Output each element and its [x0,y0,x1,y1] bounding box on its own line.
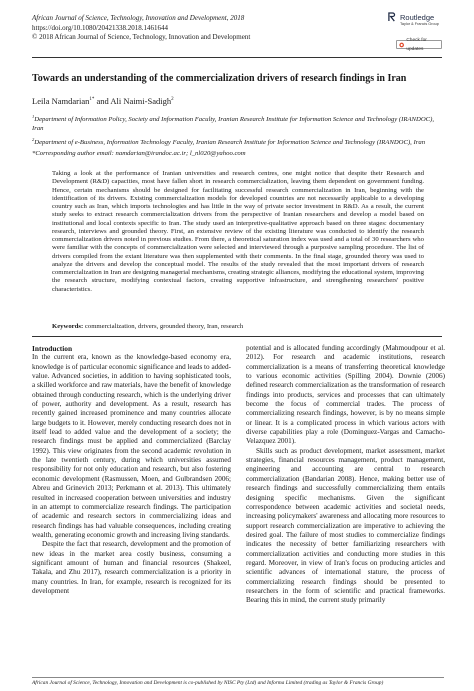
updates-label: Check for updates [406,37,427,52]
corresponding-author[interactable]: *Corresponding author email: namdarian@irandoc.ac.ir; l_nl020@yahoo.com [32,150,246,158]
routledge-mark-icon [388,12,397,22]
author-list [32,96,174,106]
header-divider [32,57,442,58]
author-and: and [94,96,111,106]
logo-subtitle: Taylor & Francis Group [400,22,439,26]
journal-header [32,14,362,43]
check-for-updates-button[interactable] [396,37,442,52]
section-heading-introduction: Introduction [32,344,73,353]
author-2[interactable]: Ali Naimi-Sadigh [110,96,172,106]
affiliation-2-text: Department of e-Business, Information Technology Faculty, Iranian Research Institute for Information Science and Technology (IRANDOC), Iran [34,139,426,147]
abstract-divider [32,336,442,337]
keywords-text: commercialization, drivers, grounded theory, Iran, research [83,323,244,330]
journal-name: African Journal of Science, Technology, Innovation and Development, 2018 [32,14,245,22]
publisher-logo [388,12,446,27]
affiliation-1 [32,113,444,133]
keywords-label: Keywords: [52,323,84,330]
abstract: Taking a look at the performance of Iranian universities and research centres, one might notice that despite their Research and Development (R&D) capacities, most have fallen short in research commercialization, leaving them dependent on government funding. Hence, certain mechanisms should be designed for facilitating successful research commercialization in Iran, beginning with the identification of its drivers. Existing commercialization models for developed countries are not necessarily applicable to a developing country such as Iran, which imports technologies and has little in the way of private sector investment in R&D. As a result, the current study seeks to extract research commercialization drivers from the perspective of Iranian researchers and develop a model based on institutional and local contexts specific to Iran. The study used an interpretive-qualitative approach based on three stages: documentary research, interviews and grounded theory. First, an extensive review of the existing literature was conducted to identify the research commercialization drivers noted in previous studies. From there, a theoretical saturation index was used and a total of 30 researchers who were familiar with the concepts of commercialization were selected and interviewed through a purposive sampling procedure. The list of drivers compiled from the extant literature was then supplemented with their comments. In the final stage, grounded theory was used to analyze the drivers and develop the conceptual model. The results of the study revealed that the most important drivers of research commercialization in Iran are designing managerial mechanisms, creating strategic alliances, modifying the educational system, improving the research structure, modifying contextual factors, creating supportive infrastructure, and strengthening researchers' positive characteristics. [52,170,424,293]
affiliation-1-text: Department of Information Policy, Society and Information Faculty, Iranian Research Institute for Information Science and Technology (IRANDOC), Iran [32,116,435,132]
paragraph: Despite the fact that research, development and the promotion of new ideas in the market area costly business, consuming a significant amount of human and financial resources (Shakeel, Takala, and Zhu 2017), research commercialization is a priority in many countries. In Iran, for example, research is recognized for its development [32,540,231,595]
author-2-marker: 2 [171,97,174,103]
body-column-left [32,344,231,596]
affiliation-2 [32,136,444,148]
paragraph: potential and is allocated funding accordingly (Mahmoudpour et al. 2012). For research and academic institutions, research commercialization is a means of transferring theoretical knowledge to various economic activities (Spilling 2004). Downie (2006) defined research commercialization as the transformation of research findings into products, services and processes that can ultimately become the focus of commercial trades. The process of commercializing research findings, however, is by no means simple or linear. It is a complicated process in which various actors with diverse capabilities play a role (Dominguez-Vargas and Camacho-Velazquez 2001). [246,344,445,446]
affiliations [32,113,444,162]
footer-divider [32,677,444,678]
copyright-line: © 2018 African Journal of Science, Technology, Innovation and Development [32,33,251,41]
body-column-right [246,344,445,606]
affiliation-1-marker: 1 [32,114,35,119]
paragraph: In the current era, known as the knowledge-based economy era, knowledge is of particular economic significance and leads to added-value. Advanced societies, in addition to having sophisticated tools, a skilled workforce and raw materials, have the benefit of knowledge obtained through conducting research, which is the underlying driver of power, authority and development. As a result, research has recently gained increased prominence and many countries allocate large budgets to it. However, merely conducting research does not in itself lead to added value and the development of a society; the research findings must be applied and commercialized (Barclay 1992). This view originates from the second academic revolution in the late twentieth century, during which universities assumed responsibility for not only education and research, but also fostering economic development (Rasmussen, Moen, and Gulbrandsen 2006; Abreu and Grinevich 2013; Perkmann et al. 2013). This ultimately resulted in increased cooperation between universities and industry in an attempt to commercialize research findings. The participation of academic and research sectors in commercializing ideas and research findings has had valuable consequences, including creating wealth, generating economic growth and increasing living standards. [32,353,231,539]
logo-text: Routledge [400,12,435,22]
paragraph: Skills such as product development, market assessment, market strategies, financial resources management, product management, engineering and accounting are central to research commercialization (Bandarian 2008). Hence, making better use of research findings and successfully commercializing them entails designing specific mechanisms. Given the significant correspondence between academic activities and societal needs, increasing policymakers' awareness and allocating more resources to support research commercialization are imperative to achieving the desired goal. The failure of most studies to commercialize findings indicates the necessity of better familiarizing researchers with commercialization activities and conducting more studies in this regard. Moreover, in view of Iran's focus on producing articles and scientific advances of international stature, the process of commercializing research findings should be presented to researchers in the form of scientific and practical frameworks. Bearing this in mind, the current study primarily [246,446,445,605]
article-title: Towards an understanding of the commercialization drivers of research findings in Iran [32,73,407,84]
author-1[interactable]: Leila Namdarian [32,96,90,106]
author-1-marker: 1* [89,97,95,103]
page-footer: African Journal of Science, Technology, Innovation and Development is co-published by NISC Pty (Ltd) and Informa Limited (trading as Taylor & Francis Group) [32,680,384,686]
affiliation-2-marker: 2 [32,136,35,142]
doi-link[interactable]: https://doi.org/10.1080/20421338.2018.1461644 [32,23,168,32]
updates-icon [399,42,404,48]
keywords [52,323,424,330]
